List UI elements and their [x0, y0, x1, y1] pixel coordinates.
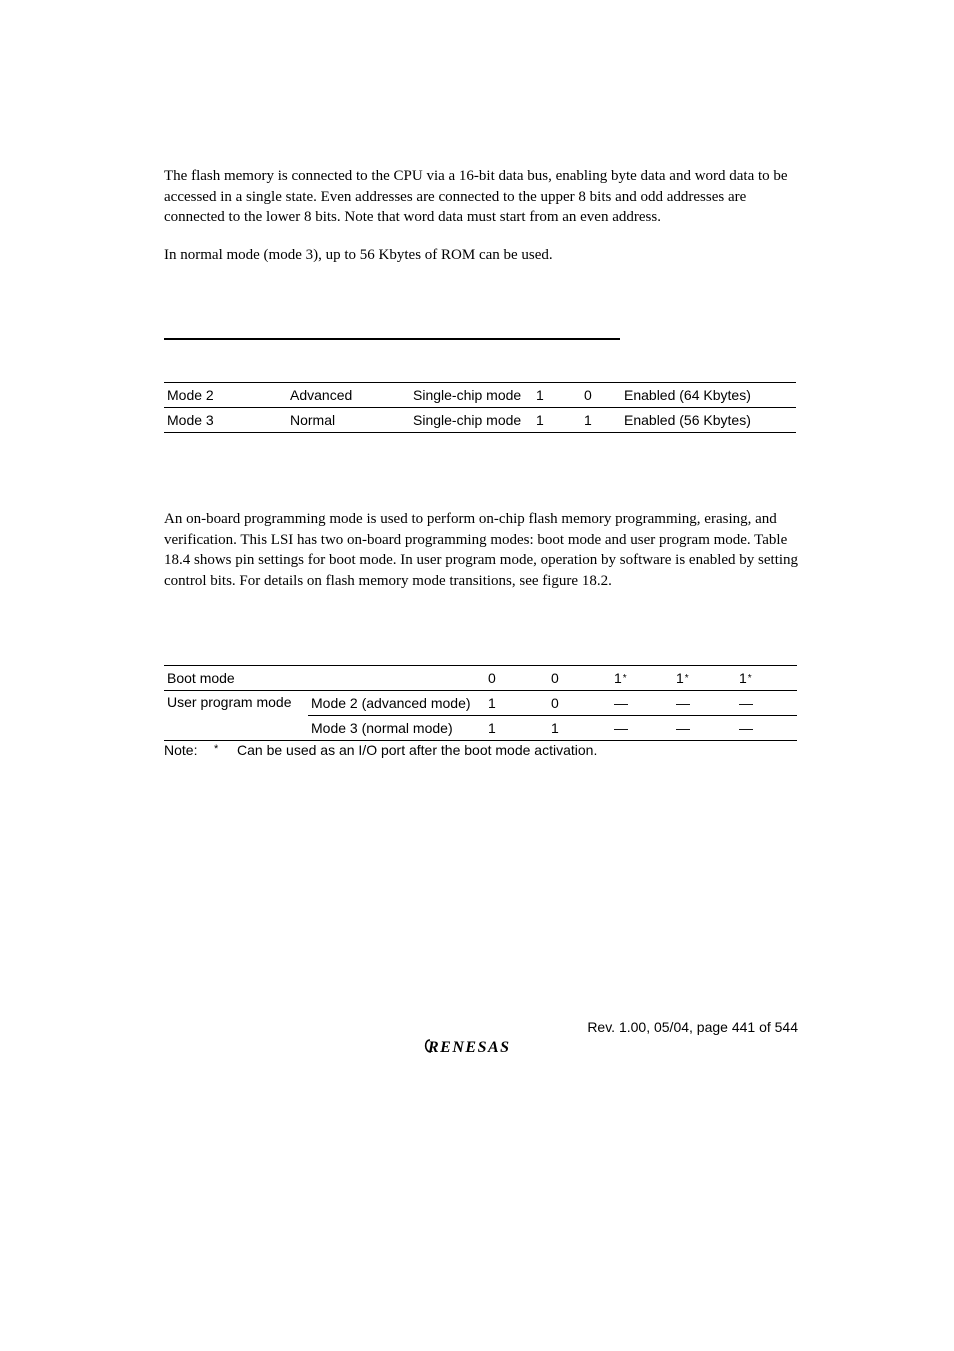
table-cell: User program mode — [167, 694, 292, 710]
note-text: Can be used as an I/O port after the boot mode activation. — [237, 742, 598, 758]
programming-mode-table — [164, 665, 797, 741]
table-cell: Mode 3 (normal mode) — [311, 720, 453, 736]
table-cell: 0 — [485, 666, 548, 691]
operating-mode-table — [164, 382, 796, 433]
table-cell: 0 — [581, 383, 621, 408]
table-cell: Mode 2 — [164, 383, 287, 408]
logo-text: RENESAS — [428, 1039, 511, 1056]
cell-value: 1 — [614, 670, 622, 686]
table-cell: 1 — [488, 720, 496, 736]
table-cell: Mode 2 (advanced mode) — [308, 691, 485, 716]
section-rule — [164, 338, 620, 340]
table-cell: Mode 3 — [167, 412, 214, 428]
table-cell: — — [676, 720, 690, 736]
table-cell: 1 — [551, 720, 559, 736]
table-cell: — — [614, 720, 628, 736]
asterisk-mark: * — [622, 673, 627, 684]
table-cell: — — [739, 720, 753, 736]
table-row — [164, 408, 796, 433]
note-marker: * — [214, 743, 219, 755]
table-cell: Single-chip mode — [413, 412, 522, 428]
paragraph-flash-bus: The flash memory is connected to the CPU via a 16-bit data bus, enabling byte data and word data to be accessed in a single state. Even addresses are connected to the upper 8 bits and odd addresses are connected to the lower 8 bits. Note that word data must start from an even address. — [164, 168, 788, 226]
table-cell: 1 — [584, 412, 592, 428]
table-cell: 1 — [536, 412, 544, 428]
table-cell: 0 — [548, 666, 611, 691]
paragraph-normal-mode: In normal mode (mode 3), up to 56 Kbytes of ROM can be used. — [164, 247, 553, 263]
table-cell: Enabled (56 Kbytes) — [624, 412, 751, 428]
table-cell: Boot mode — [164, 666, 308, 691]
table-cell — [673, 666, 736, 691]
table-cell: 1 — [485, 691, 548, 716]
table-cell: — — [611, 691, 673, 716]
table-cell: Advanced — [287, 383, 410, 408]
table-cell: — — [736, 691, 797, 716]
table-cell: Enabled (64 Kbytes) — [621, 383, 796, 408]
table-cell: Single-chip mode — [410, 383, 533, 408]
renesas-logo — [422, 1033, 542, 1057]
table-row — [164, 666, 797, 691]
table-cell — [736, 666, 797, 691]
cell-value: 1 — [676, 670, 684, 686]
table-cell — [611, 666, 673, 691]
cell-value: 1 — [739, 670, 747, 686]
table-cell: 1 — [533, 383, 581, 408]
table-row — [164, 383, 796, 408]
table-cell: — — [673, 691, 736, 716]
table-row — [164, 691, 797, 716]
note-label: Note: — [164, 742, 198, 758]
table-cell: Normal — [290, 412, 336, 428]
asterisk-mark: * — [747, 673, 752, 684]
paragraph-on-board-programming: An on-board programming mode is used to perform on-chip flash memory programming, erasing, and verification. This LSI has two on-board programming modes: boot mode and user program mode. Table 18.4 shows pin settings for boot mode. In user program mode, operation by software is enabled by setting control bits. For details on flash memory mode transitions, see figure 18.2. — [164, 511, 799, 589]
asterisk-mark: * — [684, 673, 689, 684]
table-cell — [308, 666, 485, 691]
page-info: Rev. 1.00, 05/04, page 441 of 544 — [587, 1019, 798, 1035]
table-cell: 0 — [548, 691, 611, 716]
